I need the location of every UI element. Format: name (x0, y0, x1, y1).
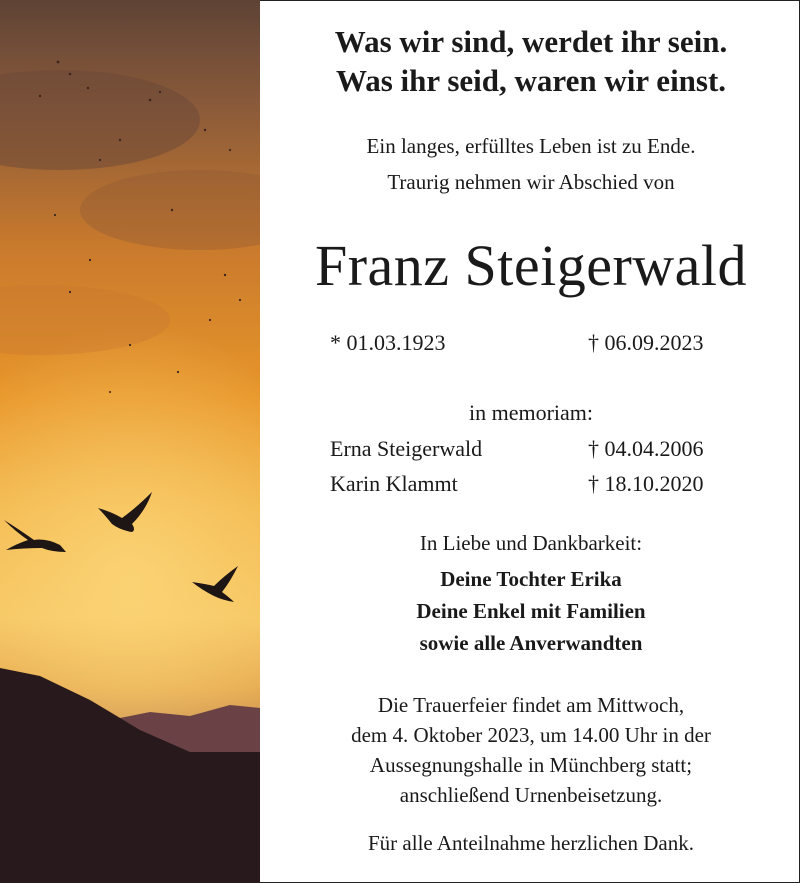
memoriam-date: 18.10.2020 (604, 471, 704, 496)
death-cross-icon: † (588, 330, 599, 355)
intro-line-1: Ein langes, erfülltes Leben ist zu Ende. (366, 134, 696, 158)
death-date-row (588, 328, 704, 358)
mourner-line: Deine Enkel mit Familien (416, 599, 646, 623)
cross-icon: † (588, 436, 599, 461)
memoriam-name: Erna Steigerwald (330, 436, 483, 461)
birth-date-row (330, 328, 446, 358)
memoriam-date-row (588, 434, 704, 464)
service-info (262, 690, 800, 810)
death-date: 06.09.2023 (604, 330, 704, 355)
motto-line-1: Was wir sind, werdet ihr sein. (334, 24, 728, 59)
intro-line-2: Traurig nehmen wir Abschied von (387, 170, 675, 194)
thanks-line: Für alle Anteilnahme herzlichen Dank. (368, 831, 694, 855)
mourner-line: Deine Tochter Erika (440, 567, 622, 591)
memoriam-date-row (588, 469, 704, 499)
memoriam-date: 04.04.2006 (604, 436, 704, 461)
memoriam-heading: in memoriam: (468, 400, 594, 425)
motto-line-2: Was ihr seid, waren wir einst. (335, 63, 727, 98)
obituary-text (262, 0, 800, 883)
motto (262, 22, 800, 100)
cross-icon: † (588, 471, 599, 496)
birth-date: 01.03.1923 (346, 330, 446, 355)
sunset-with-flying-geese-icon (0, 0, 260, 883)
mourners-list (262, 563, 800, 659)
service-line: Die Trauerfeier findet am Mittwoch, (377, 693, 685, 717)
mourners-heading: In Liebe und Dankbarkeit: (419, 531, 643, 555)
service-line: Aussegnungshalle in Münchberg statt; (369, 753, 693, 777)
birth-star-icon: * (330, 330, 341, 355)
service-line: anschließend Urnenbeisetzung. (399, 783, 663, 807)
service-line: dem 4. Oktober 2023, um 14.00 Uhr in der (351, 723, 711, 747)
intro-text (262, 128, 800, 200)
memoriam-name: Karin Klammt (330, 471, 458, 496)
deceased-name: Franz Steigerwald (314, 233, 748, 298)
mourner-line: sowie alle Anverwandten (419, 631, 643, 655)
